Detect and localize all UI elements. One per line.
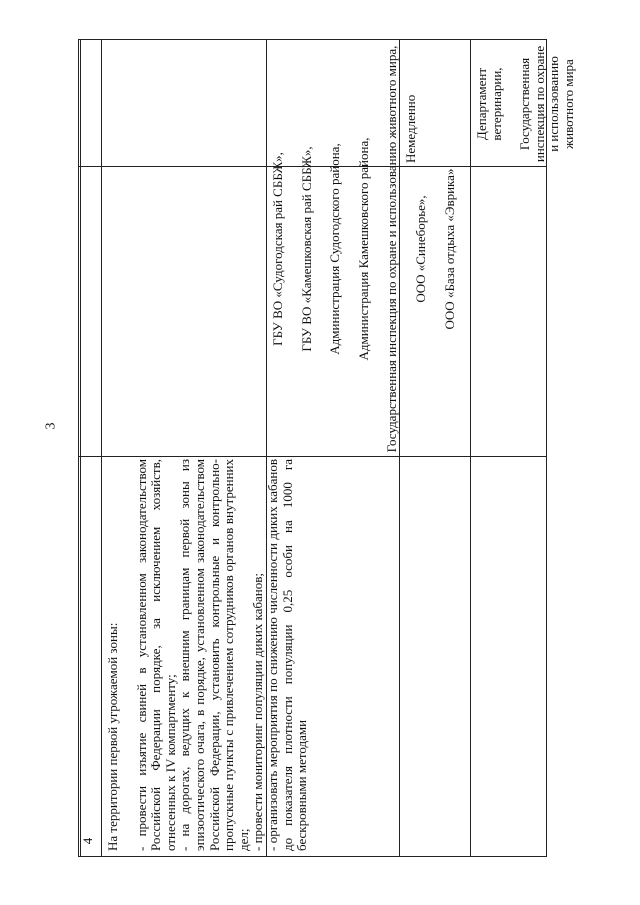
column-divider-deadline xyxy=(470,40,471,856)
responsible-item: ООО «База отдыха «Эврика» xyxy=(441,168,457,330)
responsible-item: Администрация Судогодского района, xyxy=(327,143,343,355)
measures-heading: На территории первой угрожаемой зоны: xyxy=(105,622,120,851)
table-border-left xyxy=(80,40,81,856)
responsible-item: ГБУ ВО «Судогодская рай СББЖ», xyxy=(270,152,285,346)
responsible-item: Государственная инспекция по охране и использованию животного мира, xyxy=(384,45,400,453)
control-cell xyxy=(474,45,576,163)
measure-item: - провести изъятие свиней в установленном законодательством Российской Федерации порядке, за исключением хозяйств, отнесенных к IV компартменту; xyxy=(133,459,178,851)
measure-item: - на дорогах, ведущих к внешним границам первой зоны из эпизоотического очага, в порядке, установленном законодательством Российской Федерации, установить контрольные и контрольно-пропускные пункты с привлечением сотрудников органов внутренних дел; xyxy=(177,459,251,851)
responsible-item: ООО «Синеборье», xyxy=(412,195,428,303)
measures-table xyxy=(78,39,576,857)
responsible-item: ГБУ ВО «Камешковская рай СББЖ», xyxy=(298,146,314,352)
row-divider-deadline xyxy=(79,456,546,457)
control-item: Департамент ветеринарии, xyxy=(474,67,504,141)
deadline-cell xyxy=(404,45,419,163)
column-divider-number xyxy=(101,40,102,856)
measure-item: - провести мониторинг популяции диких кабанов; xyxy=(250,572,266,851)
control-item: Государственная инспекция по охране и использованию животного мира xyxy=(517,45,576,163)
row-number: 4 xyxy=(80,837,95,845)
measure-item: - организовать мероприятия по снижению численности диких кабанов до показателя плотности популяции 0,25 особи на 1000 га бескровными методами xyxy=(264,459,310,851)
responsible-item: Администрация Камешковского района, xyxy=(355,137,371,361)
page-number: 3 xyxy=(43,422,59,430)
measures-cell xyxy=(105,459,310,851)
deadline-value: Немедленно xyxy=(403,94,418,163)
